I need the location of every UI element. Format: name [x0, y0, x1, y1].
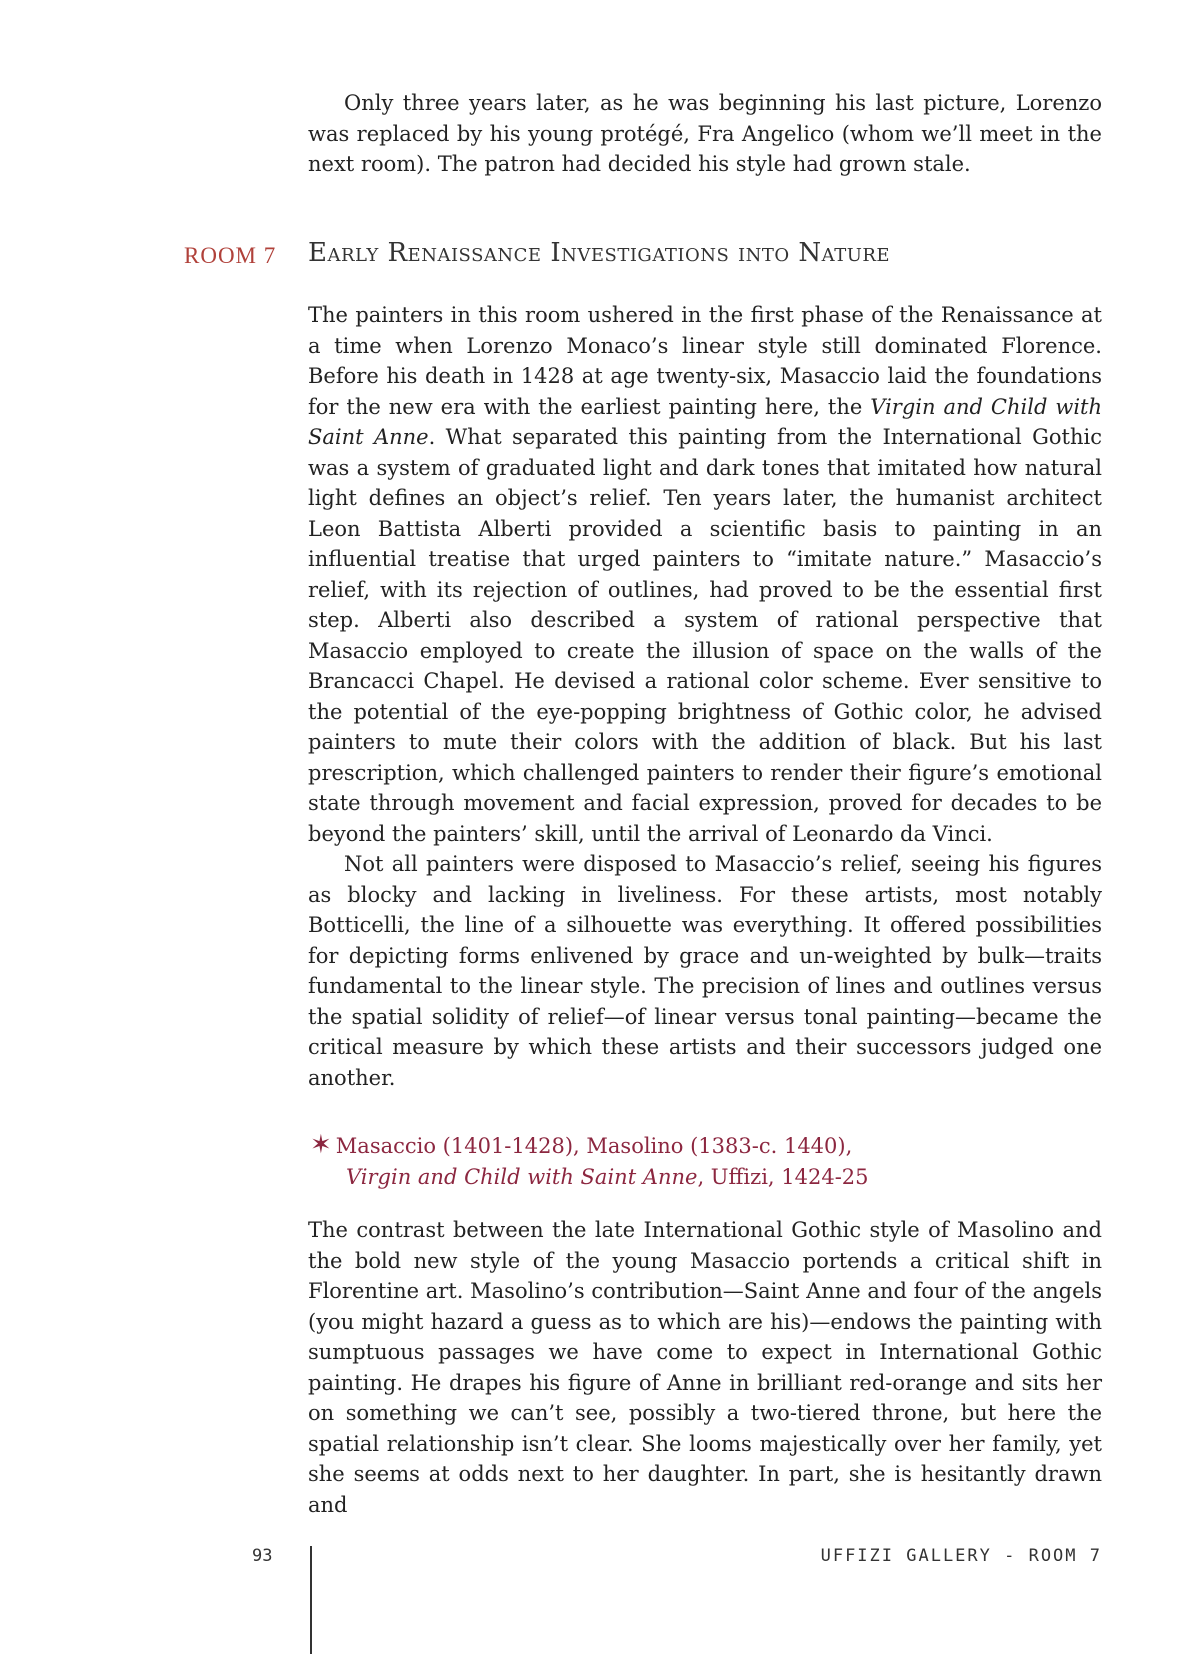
artwork-paragraph: The contrast between the late International Gothic style of Masolino and the bold new style of the young Masaccio portends a critical shift in Florentine art. Masolino’s contribution—Saint Anne and four of the angels (you might hazard a guess as to which are his)—endows the painting with sumptuous passages we have come to expect in International Gothic painting. He drapes his figure of Anne in brilliant red-orange and sits her on something we can’t see, possibly a two-tiered throne, but here the spatial relationship isn’t clear. She looms majestically over her family, yet she seems at odds next to her daughter. In part, she is hesitantly drawn and — [308, 1218, 1102, 1517]
main-paragraph-1 — [308, 300, 1102, 849]
star-icon: ✶ — [310, 1130, 332, 1160]
room-title: Early Renaissance Investigations into Nature — [308, 238, 891, 268]
artwork-text-block — [308, 1215, 1102, 1520]
intro-paragraph: Only three years later, as he was beginning his last picture, Lorenzo was replaced by his young protégé, Fra Angelico (whom we’ll meet in the next room). The patron had decided his style had grown stale. — [308, 91, 1102, 176]
artwork-title: Virgin and Child with Saint Anne — [346, 1165, 698, 1189]
running-head: UFFIZI GALLERY - ROOM 7 — [820, 1546, 1102, 1566]
artwork-location-date: , Uffizi, 1424-25 — [697, 1165, 869, 1189]
room-label: ROOM 7 — [184, 243, 277, 268]
p1-text-start: The painters in this room ushered in the first phase of the Renaissance at a time when Lorenzo Monaco’s linear style still dominated Florence. Before his death in 1428 at age twenty-six, Masaccio laid the foundations for the new era with the earliest painting here, the — [308, 303, 1102, 419]
artwork-heading — [310, 1130, 1100, 1193]
p1-text-end: . What separated this painting from the International Gothic was a system of graduated light and dark tones that imitated how natural light defines an object’s relief. Ten years later, the humanist architect Leon Battista Alberti provided a scientific basis to painting in an influential treatise that urged painters to “imitate nature.” Masaccio’s relief, with its rejection of outlines, had proved to be the essential first step. Alberti also described a system of rational perspective that Masaccio employed to create the illusion of space on the walls of the Brancacci Chapel. He devised a rational color scheme. Ever sensitive to the potential of the eye-popping brightness of Gothic color, he advised painters to mute their colors with the addition of black. But his last prescription, which challenged painters to render their figure’s emotional state through movement and facial expression, proved for decades to be beyond the painters’ skill, until the arrival of Leonardo da Vinci. — [308, 425, 1102, 846]
main-paragraph-2: Not all painters were disposed to Masaccio’s relief, seeing his figures as blocky and lacking in liveliness. For these artists, most notably Botticelli, the line of a silhouette was everything. It offered possibilities for depicting forms enlivened by grace and un-weighted by bulk—traits fundamental to the linear style. The precision of lines and outlines versus the spatial solidity of relief—of linear versus tonal painting—became the critical measure by which these artists and their successors judged one another. — [308, 852, 1102, 1090]
intro-paragraph-block — [308, 88, 1102, 180]
footer-divider — [310, 1546, 312, 1654]
main-text-block — [308, 300, 1102, 1093]
artwork-title-line — [310, 1162, 1100, 1193]
page-number: 93 — [252, 1546, 273, 1566]
artwork-artists: Masaccio (1401-1428), Masolino (1383-c. 1440), — [335, 1134, 853, 1158]
p1-painting-title: Virgin and Child with Saint Anne — [308, 394, 1103, 449]
